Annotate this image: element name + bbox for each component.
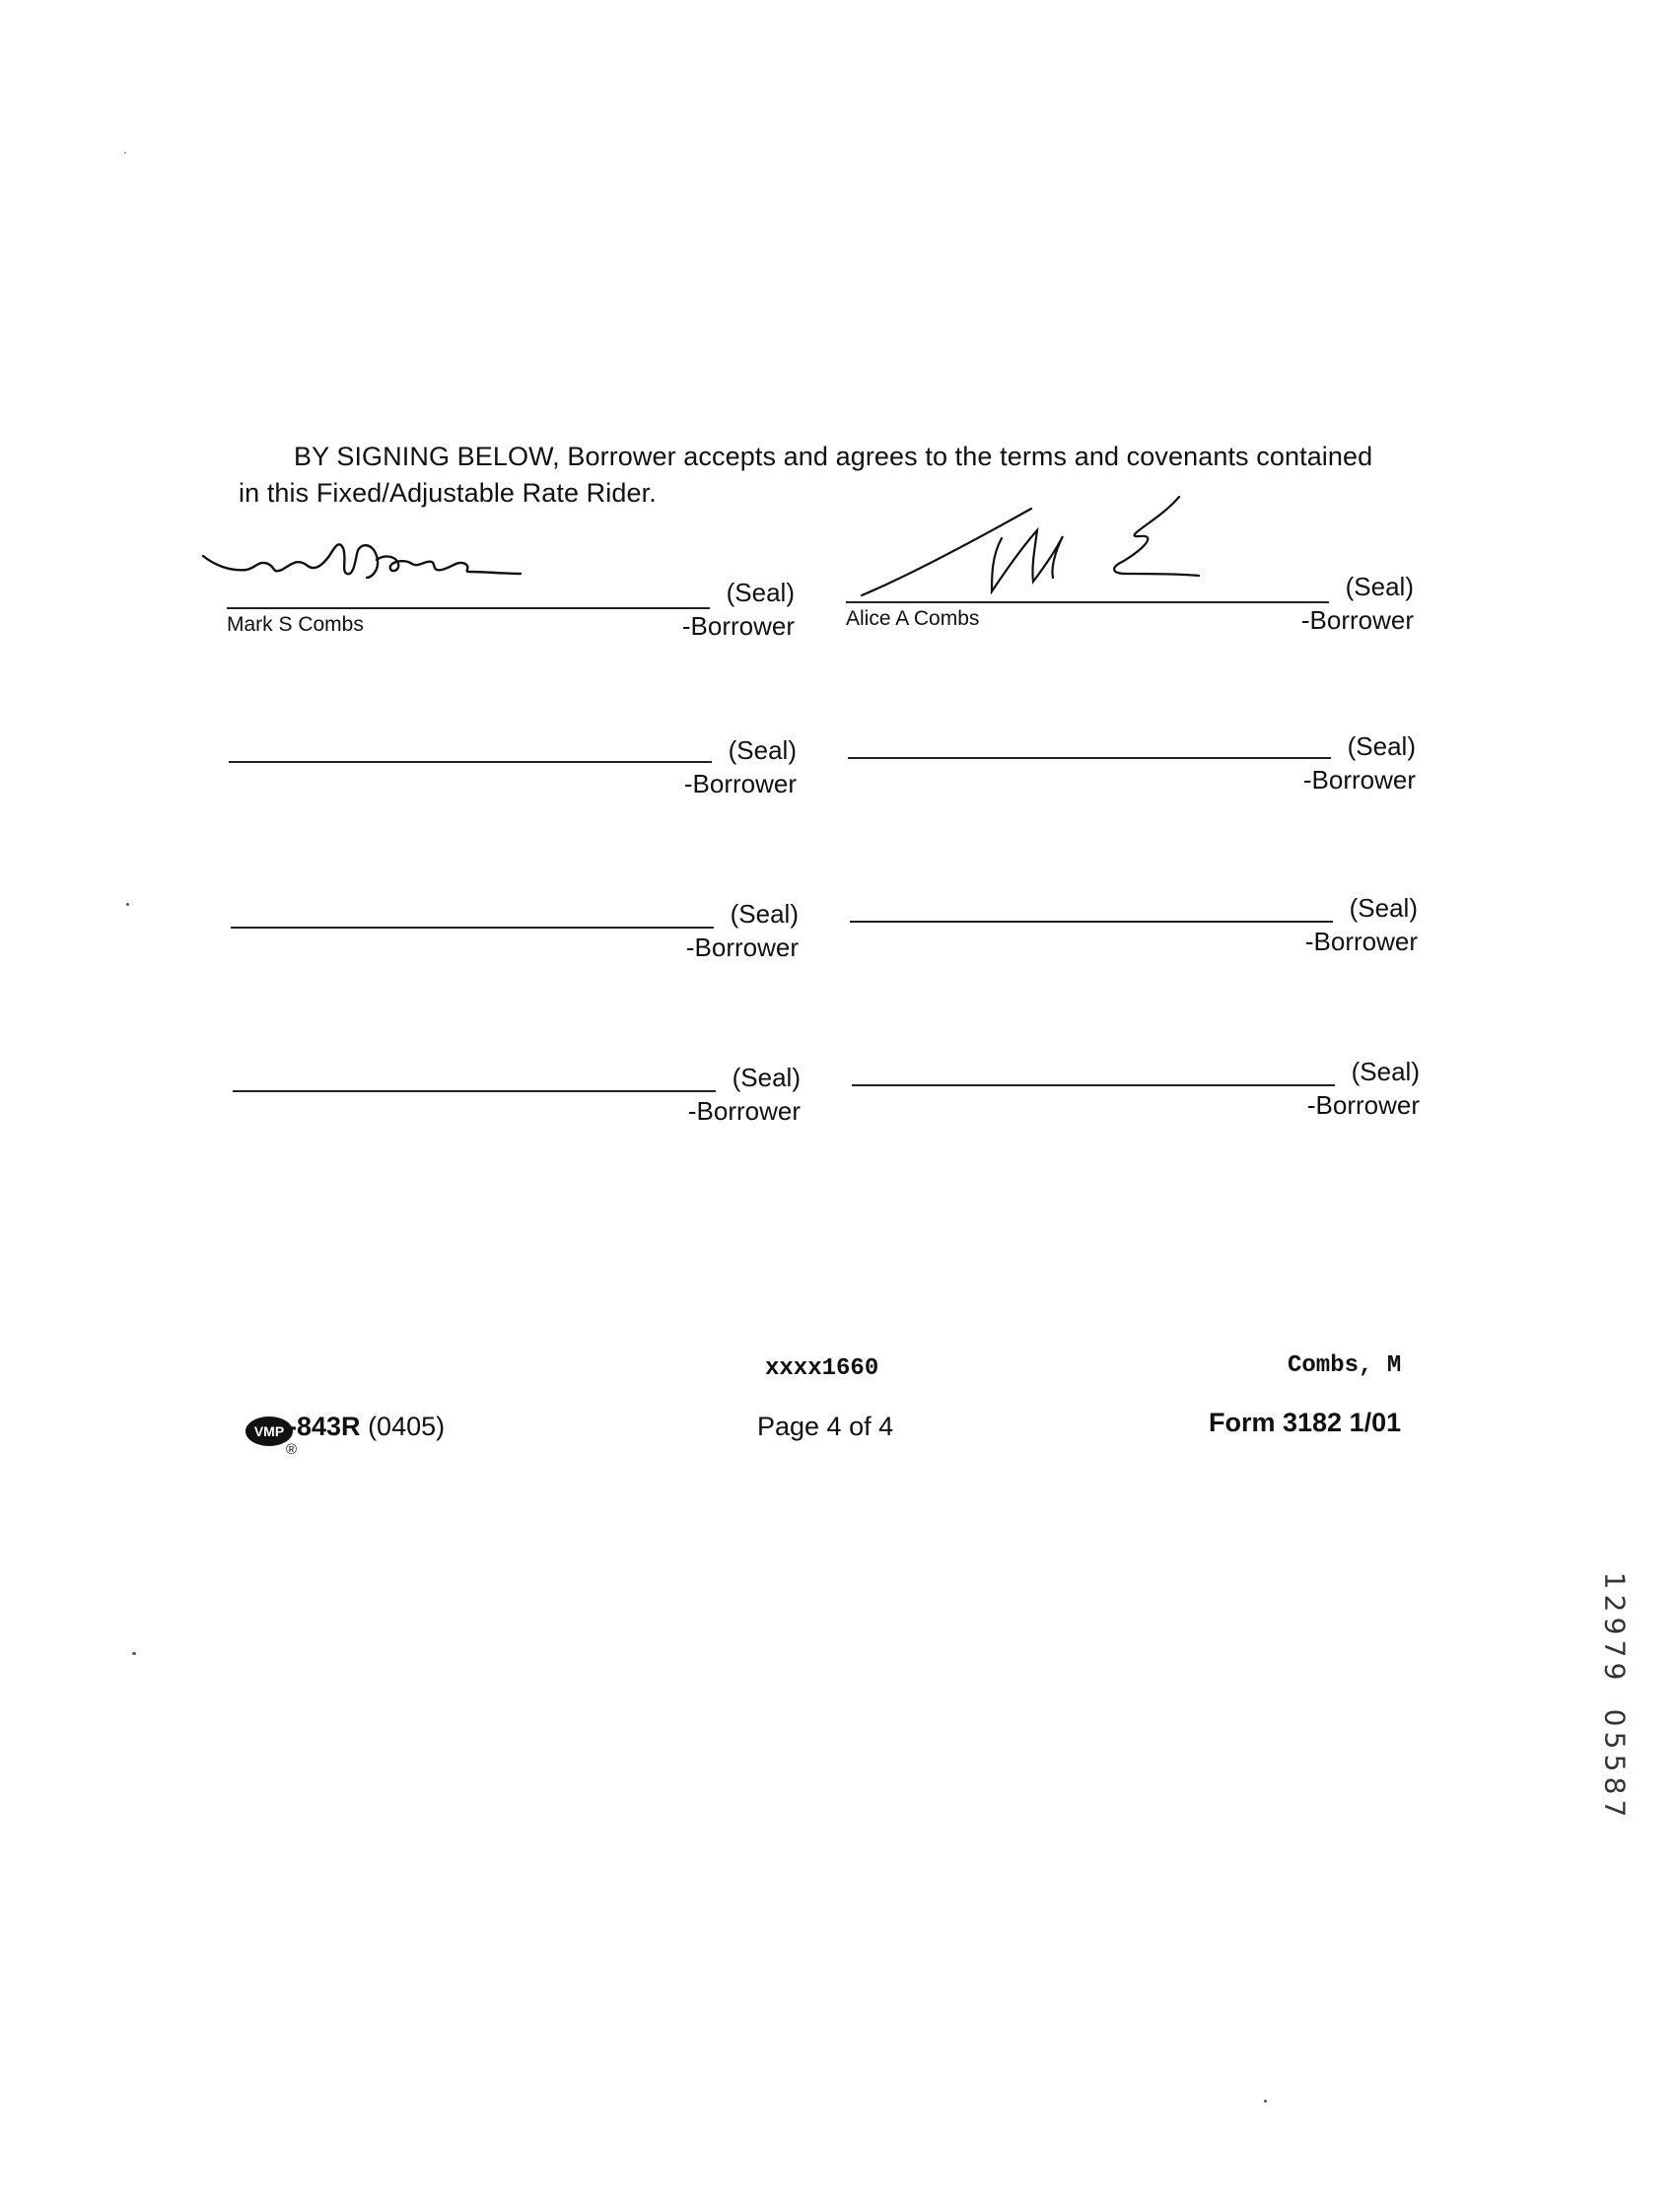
borrower-short-name: Combs, M bbox=[1288, 1352, 1402, 1379]
signature-line bbox=[848, 757, 1331, 759]
signature-line bbox=[227, 607, 710, 609]
signature-line bbox=[229, 761, 712, 763]
loan-number: xxxx1660 bbox=[765, 1355, 879, 1382]
borrower-label: -Borrower bbox=[1302, 765, 1416, 795]
signature-block-4 bbox=[848, 731, 1416, 820]
signature-block-8 bbox=[852, 1057, 1420, 1145]
scan-speck bbox=[1264, 2100, 1267, 2103]
signer-name: Mark S Combs bbox=[227, 613, 364, 636]
scan-speck bbox=[124, 152, 126, 154]
signature-line bbox=[846, 601, 1329, 603]
handwritten-signature-alice bbox=[844, 497, 1258, 605]
seal-label: (Seal) bbox=[1351, 1057, 1420, 1086]
form-code bbox=[288, 1412, 445, 1442]
stamp-digit: 9 bbox=[1598, 1662, 1632, 1681]
signature-line bbox=[233, 1090, 716, 1092]
signature-line bbox=[231, 927, 714, 929]
seal-label: (Seal) bbox=[728, 735, 797, 765]
stamp-digit: 5 bbox=[1598, 1731, 1632, 1750]
borrower-label: -Borrower bbox=[685, 933, 799, 962]
signature-block-2 bbox=[846, 570, 1414, 658]
signer-name: Alice A Combs bbox=[846, 607, 980, 630]
stamp-digit: 8 bbox=[1598, 1776, 1632, 1795]
stamp-digit: 5 bbox=[1598, 1754, 1632, 1772]
seal-label: (Seal) bbox=[1345, 572, 1414, 601]
signature-block-6 bbox=[850, 893, 1418, 982]
logo-text: VMP bbox=[253, 1423, 285, 1439]
borrower-label: -Borrower bbox=[681, 611, 795, 641]
page-number: Page 4 of 4 bbox=[757, 1412, 894, 1441]
scan-speck bbox=[132, 1652, 136, 1655]
borrower-label: -Borrower bbox=[1304, 927, 1418, 956]
signature-block-1 bbox=[227, 574, 795, 662]
stamp-digit: 1 bbox=[1598, 1571, 1632, 1590]
side-stamp bbox=[1595, 1569, 1635, 1820]
stamp-digit: 9 bbox=[1598, 1617, 1632, 1635]
seal-label: (Seal) bbox=[726, 578, 795, 607]
stamp-digit: 2 bbox=[1598, 1594, 1632, 1613]
form-version: (0405) bbox=[368, 1412, 446, 1441]
acceptance-line-2: in this Fixed/Adjustable Rate Rider. bbox=[239, 478, 657, 508]
handwritten-signature-mark bbox=[199, 534, 613, 603]
signature-line bbox=[850, 921, 1333, 923]
acceptance-line-1: BY SIGNING BELOW, Borrower accepts and agrees to the terms and covenants contained bbox=[294, 442, 1373, 471]
stamp-digit: 0 bbox=[1598, 1708, 1632, 1727]
signature-block-7 bbox=[233, 1063, 801, 1151]
signature-block-5 bbox=[231, 899, 799, 988]
seal-label: (Seal) bbox=[732, 1063, 801, 1092]
borrower-label: -Borrower bbox=[683, 769, 797, 798]
signature-line bbox=[852, 1084, 1335, 1086]
stamp-digit: 7 bbox=[1598, 1639, 1632, 1658]
scan-speck bbox=[126, 903, 129, 906]
borrower-label: -Borrower bbox=[1306, 1090, 1420, 1120]
form-code-number: -843R bbox=[288, 1412, 361, 1441]
registered-mark: ® bbox=[286, 1441, 298, 1458]
seal-label: (Seal) bbox=[1347, 731, 1416, 761]
form-number: Form 3182 1/01 bbox=[1209, 1408, 1402, 1437]
borrower-label: -Borrower bbox=[1300, 605, 1414, 635]
stamp-digit: 7 bbox=[1598, 1799, 1632, 1818]
seal-label: (Seal) bbox=[1349, 893, 1418, 923]
signature-block-3 bbox=[229, 735, 797, 824]
seal-label: (Seal) bbox=[730, 899, 799, 929]
borrower-label: -Borrower bbox=[687, 1096, 801, 1126]
acceptance-paragraph bbox=[239, 439, 1441, 512]
